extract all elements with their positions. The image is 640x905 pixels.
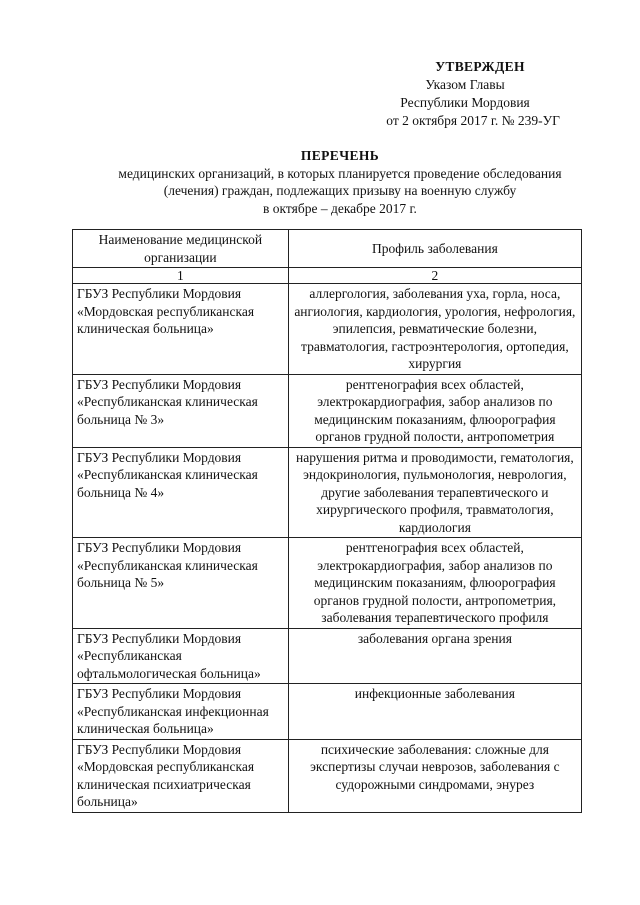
table-row [73, 447, 582, 538]
document-title: ПЕРЕЧЕНЬ [300, 148, 380, 163]
document-heading [60, 147, 620, 217]
profile-cell: рентгенография всех областей, электрокардиография, забор анализов по медицинским показаниям, флюорография органов грудной полости, антропометрия, заболевания терапевтического профиля [288, 538, 581, 629]
approval-line-2: Республики Мордовия [400, 95, 530, 110]
approval-block [330, 58, 560, 130]
table-header-row [73, 230, 582, 268]
organization-cell: ГБУЗ Республики Мордовия «Мордовская республиканская клиническая больница» [73, 284, 289, 375]
table-body [73, 284, 582, 813]
column-number-2: 2 [288, 268, 581, 284]
heading-line-3: в октябре – декабре 2017 г. [263, 200, 417, 216]
table-row [73, 284, 582, 375]
approval-line-3: от 2 октября 2017 г. № 239-УГ [386, 113, 560, 128]
profile-cell: аллергология, заболевания уха, горла, носа, ангиология, кардиология, урология, нефрология, эпилепсия, ревматические болезни, травматология, гастроэнтерология, ортопедия, хирургия [288, 284, 581, 375]
header-profile: Профиль заболевания [288, 230, 581, 268]
table-row [73, 684, 582, 740]
organizations-table [72, 229, 582, 813]
heading-line-2: (лечения) граждан, подлежащих призыву на военную службу [163, 183, 517, 198]
profile-cell: психические заболевания: сложные для экспертизы случаи неврозов, заболевания с судорожными синдромами, энурез [288, 739, 581, 812]
profile-cell: нарушения ритма и проводимости, гематология, эндокринология, пульмонология, неврология, другие заболевания терапевтического и хирургического профиля, травматология, кардиология [288, 447, 581, 538]
column-number-1: 1 [73, 268, 289, 284]
organization-cell: ГБУЗ Республики Мордовия «Мордовская республиканская клиническая психиатрическая больница» [73, 739, 289, 812]
profile-cell: заболевания органа зрения [288, 628, 581, 684]
profile-cell: инфекционные заболевания [288, 684, 581, 740]
organization-cell: ГБУЗ Республики Мордовия «Республиканская клиническая больница № 3» [73, 374, 289, 447]
table-row [73, 538, 582, 629]
organization-cell: ГБУЗ Республики Мордовия «Республиканская офтальмологическая больница» [73, 628, 289, 684]
organization-cell: ГБУЗ Республики Мордовия «Республиканская инфекционная клиническая больница» [73, 684, 289, 740]
column-number-row [73, 268, 582, 284]
approval-line-1: Указом Главы [425, 77, 505, 92]
organization-cell: ГБУЗ Республики Мордовия «Республиканская клиническая больница № 4» [73, 447, 289, 538]
heading-line-1: медицинских организаций, в которых планируется проведение обследования [118, 165, 562, 181]
organization-cell: ГБУЗ Республики Мордовия «Республиканская клиническая больница № 5» [73, 538, 289, 629]
profile-cell: рентгенография всех областей, электрокардиография, забор анализов по медицинским показаниям, флюорография органов грудной полости, антропометрия [288, 374, 581, 447]
header-organization: Наименование медицинской организации [73, 230, 289, 268]
table-row [73, 374, 582, 447]
approval-title: УТВЕРЖДЕН [435, 59, 525, 74]
table-row [73, 628, 582, 684]
table-row [73, 739, 582, 812]
